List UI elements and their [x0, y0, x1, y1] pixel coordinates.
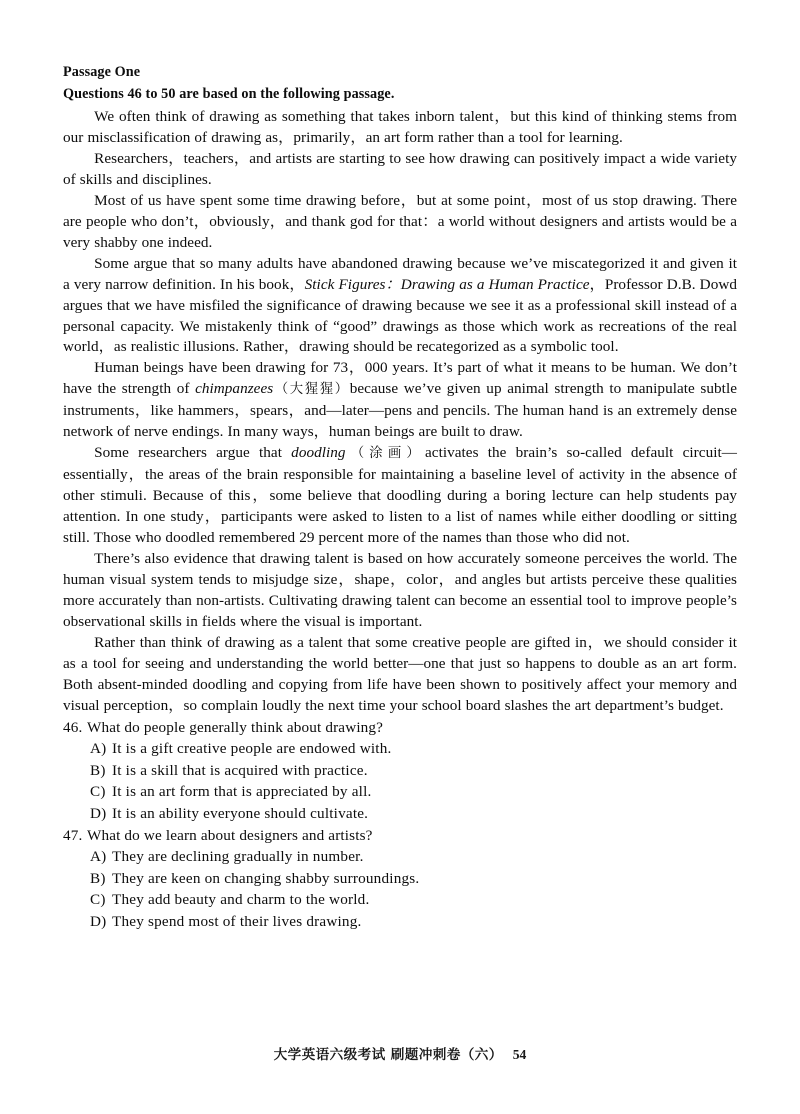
- option-tag: C): [90, 783, 106, 801]
- option-d[interactable]: [63, 911, 737, 933]
- option-text: It is an art form that is appreciated by all.: [112, 783, 372, 801]
- paragraph: [63, 191, 737, 254]
- text-run: Human beings have been drawing for 73，000 years. It’s part of what it means to be human. We don’t have the strength of: [63, 359, 737, 398]
- paragraph: [63, 633, 737, 717]
- option-tag: B): [90, 869, 106, 887]
- option-a[interactable]: [63, 738, 737, 760]
- question-46: [63, 717, 737, 825]
- paragraph: [63, 443, 737, 549]
- option-text: They are keen on changing shabby surroundings.: [112, 869, 420, 887]
- text-run: There’s also evidence that drawing talent is based on how accurately someone perceives the world. The human visual system tends to misjudge size，shape，color，and angles but artists perceive these qualities more accurately than non-artists. Cultivating drawing talent can become an essential tool to improve people’s observational skills in fields where the visual is important.: [63, 550, 737, 630]
- option-text: It is a gift creative people are endowed with.: [112, 740, 392, 758]
- option-text: It is a skill that is acquired with practice.: [112, 761, 368, 779]
- question-text: What do we learn about designers and artists?: [87, 826, 373, 844]
- option-b[interactable]: [63, 760, 737, 782]
- question-stem: [63, 825, 737, 847]
- questions-directions: Questions 46 to 50 are based on the following passage.: [63, 86, 395, 102]
- option-text: They add beauty and charm to the world.: [112, 891, 370, 909]
- footer-page-number: 54: [512, 1047, 527, 1062]
- chinese-gloss: （大猩猩）: [273, 382, 350, 398]
- option-a[interactable]: [63, 846, 737, 868]
- paragraph: [63, 358, 737, 443]
- text-run: Some researchers argue that: [94, 444, 292, 462]
- option-tag: D): [90, 912, 107, 930]
- page-footer: [0, 1043, 800, 1063]
- paragraph: [63, 149, 737, 191]
- chinese-gloss: （涂画）: [345, 446, 425, 462]
- option-text: They are declining gradually in number.: [112, 848, 364, 866]
- text-run: Researchers，teachers，and artists are starting to see how drawing can positively impact a wide variety of skills and disciplines.: [63, 149, 737, 188]
- question-text: What do people generally think about drawing?: [87, 718, 384, 736]
- option-tag: D): [90, 805, 107, 823]
- paragraph: [63, 107, 737, 149]
- question-stem: [63, 717, 737, 739]
- option-b[interactable]: [63, 868, 737, 890]
- option-tag: A): [90, 848, 107, 866]
- question-number: 46.: [63, 718, 83, 736]
- option-d[interactable]: [63, 803, 737, 825]
- italic-run: Stick Figures：Drawing as a Human Practice: [304, 275, 590, 293]
- passage-content: [63, 62, 737, 933]
- passage-body: [63, 107, 737, 717]
- paragraph: [63, 549, 737, 633]
- question-list: [63, 717, 737, 933]
- paragraph: [63, 254, 737, 359]
- text-run: because we’ve given up animal strength to manipulate subtle instruments，like hammers，spears，and—later—pens and pencils. The human hand is an extremely dense network of nerve endings. In many ways，human beings are built to draw.: [63, 380, 738, 441]
- footer-exam-label: 大学英语六级考试 刷题冲刺卷（六）: [273, 1047, 503, 1063]
- question-number: 47.: [63, 826, 83, 844]
- text-run: Some argue that so many adults have abandoned drawing because we’ve miscategorized it and given it a very narrow definition. In his book，: [63, 254, 737, 293]
- passage-title: Passage One: [63, 64, 141, 80]
- italic-run: doodling: [291, 444, 346, 462]
- italic-run: chimpanzees: [195, 380, 274, 398]
- text-run: ，Professor D.B. Dowd argues that we have misfiled the significance of drawing because we see it as a professional skill instead of a personal capacity. We mistakenly think of “good” drawings as those which work as recreations of the real world，as realistic illusions. Rather，drawing should be recategorized as a symbolic tool.: [63, 275, 738, 356]
- question-47: [63, 825, 737, 933]
- option-tag: C): [90, 891, 106, 909]
- option-tag: A): [90, 740, 107, 758]
- text-run: activates the brain’s so-called default circuit—essentially，the areas of the brain responsible for maintaining a baseline level of activity in the absence of other stimuli. Because of this，some believe that doodling during a boring lecture can help students pay attention. In one study，participants were asked to listen to a list of names while either doodling or sitting still. Those who doodled remembered 29 percent more of the names than those who did not.: [63, 444, 737, 547]
- text-run: Rather than think of drawing as a talent that some creative people are gifted in，we should consider it as a tool for seeing and understanding the world better—one that just so happens to double as an art form. Both absent-minded doodling and copying from life have been shown to positively affect your memory and visual perception，so complain loudly the next time your school board slashes the art department’s budget.: [63, 633, 737, 714]
- option-c[interactable]: [63, 781, 737, 803]
- option-text: They spend most of their lives drawing.: [112, 912, 362, 930]
- option-text: It is an ability everyone should cultivate.: [112, 805, 369, 823]
- text-run: We often think of drawing as something that takes inborn talent，but this kind of thinking stems from our misclassification of drawing as，primarily，an art form rather than a tool for learning.: [63, 108, 737, 146]
- option-c[interactable]: [63, 889, 737, 911]
- text-run: Most of us have spent some time drawing before，but at some point，most of us stop drawing. There are people who don’t，obviously，and thank god for that：a world without designers and artists would be a very shabby one indeed.: [63, 191, 737, 251]
- option-tag: B): [90, 761, 106, 779]
